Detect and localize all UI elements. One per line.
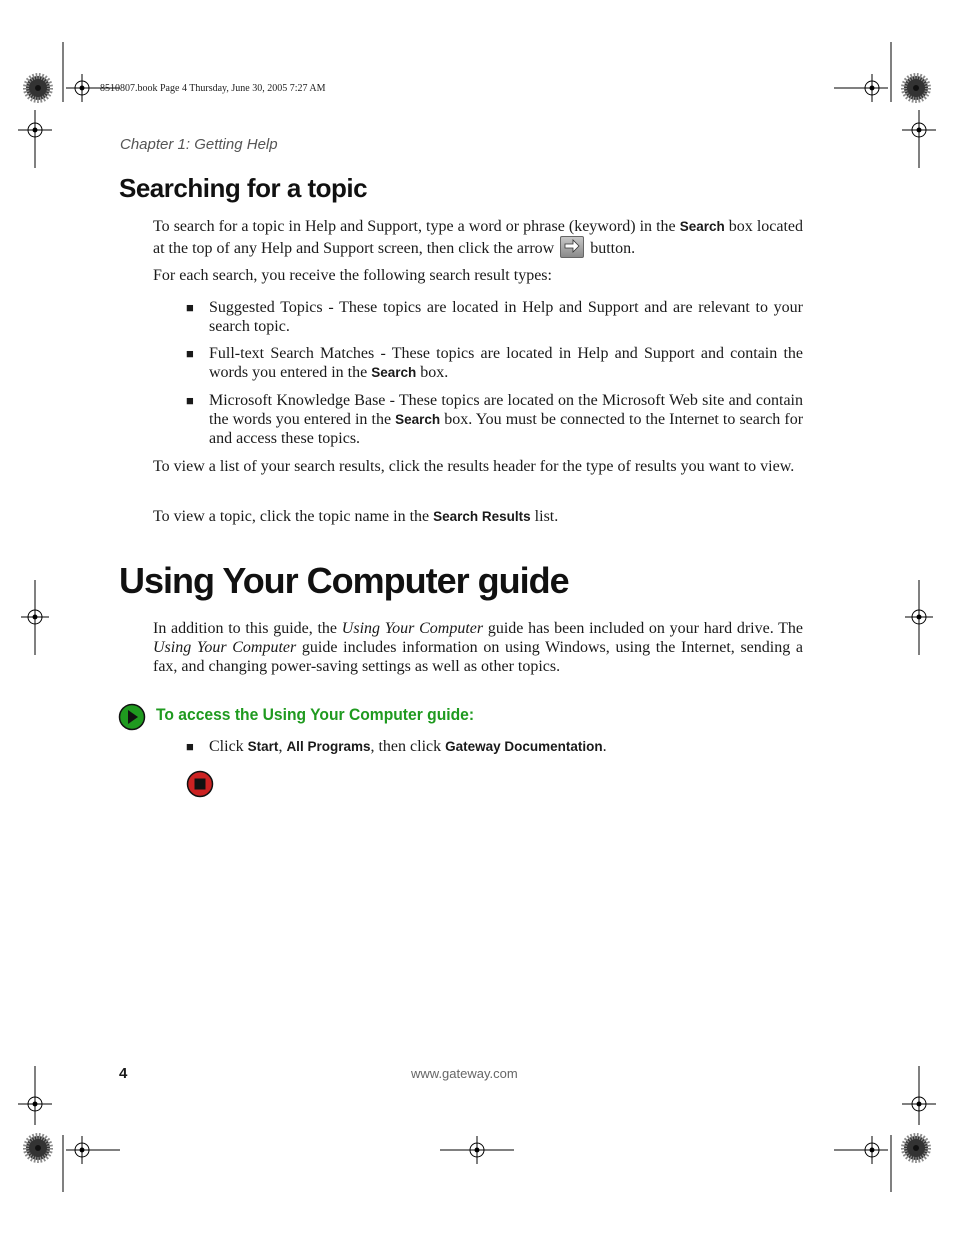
book-title: Using Your Computer <box>153 639 297 656</box>
bullet-marker: ■ <box>186 393 194 408</box>
color-wheel-icon <box>26 1136 50 1160</box>
text: Microsoft Knowledge Base - These topics are located on the Microsoft Web site and contain the words you entered in the <box>209 392 803 428</box>
list-item-suggested-topics: Suggested Topics - These topics are located in Help and Support and are relevant to your search topic. <box>209 299 803 335</box>
section-heading-searching: Searching for a topic <box>119 173 368 203</box>
procedure-stop-icon <box>186 770 214 798</box>
section-heading-using-your-computer: Using Your Computer guide <box>119 560 569 601</box>
text: , <box>278 738 283 755</box>
text: Full-text Search Matches - These topics are located in Help and Support and contain the words you entered in the <box>209 345 803 381</box>
text: box. <box>420 364 449 381</box>
list-item-full-text-matches <box>209 344 803 382</box>
arrow-right-icon <box>560 236 584 258</box>
ui-term-start: Start <box>247 739 279 754</box>
text: button. <box>590 240 636 257</box>
text: To view a topic, click the topic name in the <box>153 508 430 525</box>
page-number: 4 <box>119 1065 128 1082</box>
procedure-start-icon <box>118 703 146 731</box>
list-item-knowledge-base <box>209 391 803 448</box>
paragraph-search-intro <box>153 217 803 258</box>
paragraph-view-results: To view a list of your search results, click the results header for the type of results you want to view. <box>153 458 795 475</box>
text: Click <box>209 738 244 755</box>
procedure-step <box>209 737 803 756</box>
text: box. You must be connected to the Internet to search for and access these topics. <box>209 411 804 447</box>
text: guide includes information on using Windows, using the Internet, sending a fax, and changing power-saving settings as well as other topics. <box>153 639 803 675</box>
ui-term: Search <box>371 365 417 380</box>
text: guide has been included on your hard drive. The <box>487 620 804 637</box>
print-slug: 8510807.book Page 4 Thursday, June 30, 2005 7:27 AM <box>100 83 326 94</box>
ui-term-all-programs: All Programs <box>286 739 371 754</box>
bullet-marker: ■ <box>186 346 194 361</box>
procedure-title: To access the Using Your Computer guide: <box>156 705 475 724</box>
ui-term: Search <box>679 219 725 234</box>
running-head: Chapter 1: Getting Help <box>120 136 278 153</box>
bullet-marker: ■ <box>186 739 194 754</box>
text: To search for a topic in Help and Support, type a word or phrase (keyword) in the <box>153 218 676 235</box>
ui-term: Search <box>395 412 441 427</box>
text: . <box>602 738 607 755</box>
ui-term: Search Results <box>433 509 531 524</box>
color-wheel-icon <box>904 1136 928 1160</box>
bullet-marker: ■ <box>186 300 194 315</box>
ui-term-gateway-documentation: Gateway Documentation <box>445 739 603 754</box>
paragraph-result-types: For each search, you receive the following search result types: <box>153 267 552 284</box>
text: box located at the top of any Help and Support screen, then click the arrow <box>153 218 804 257</box>
text: , then click <box>370 738 442 755</box>
text: list. <box>534 508 559 525</box>
paragraph-view-topic <box>153 507 803 526</box>
color-wheel-icon <box>26 76 50 100</box>
book-title: Using Your Computer <box>341 620 484 637</box>
footer-url: www.gateway.com <box>411 1066 518 1081</box>
text: In addition to this guide, the <box>153 620 338 637</box>
paragraph-guide-intro <box>153 619 803 676</box>
color-wheel-icon <box>904 76 928 100</box>
